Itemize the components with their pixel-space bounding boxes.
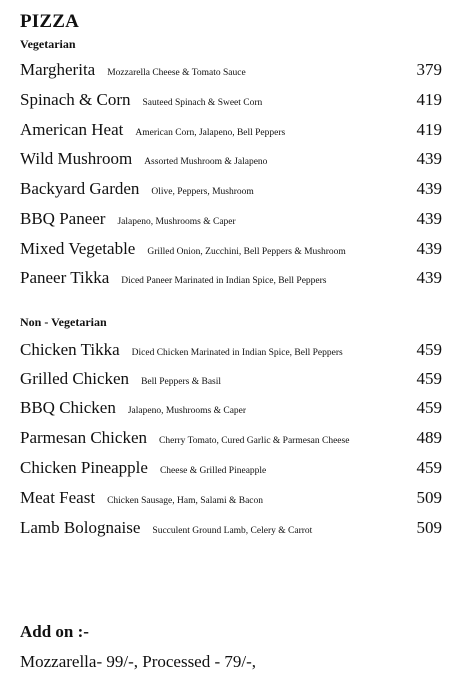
item-price: 459 bbox=[416, 340, 442, 359]
item-description: American Corn, Jalapeno, Bell Peppers bbox=[135, 128, 286, 138]
section-heading-vegetarian: Vegetarian bbox=[20, 37, 76, 51]
menu-item bbox=[20, 518, 442, 544]
item-description: Diced Paneer Marinated in Indian Spice, Bell Peppers bbox=[121, 276, 327, 286]
item-price: 439 bbox=[416, 209, 442, 228]
item-price: 459 bbox=[416, 458, 442, 477]
item-price: 439 bbox=[416, 239, 442, 258]
item-name: Grilled Chicken bbox=[20, 369, 130, 388]
menu-item bbox=[20, 90, 442, 116]
item-price: 419 bbox=[416, 120, 442, 139]
page-title: PIZZA bbox=[20, 11, 80, 32]
item-description: Chicken Sausage, Ham, Salami & Bacon bbox=[107, 496, 264, 506]
item-description: Assorted Mushroom & Jalapeno bbox=[144, 157, 268, 167]
item-description: Jalapeno, Mushrooms & Caper bbox=[127, 406, 247, 416]
menu-item bbox=[20, 239, 442, 265]
addon-line: Mozzarella- 99/-, Processed - 79/-, bbox=[20, 652, 257, 671]
item-name: Backyard Garden bbox=[20, 179, 140, 198]
item-name: American Heat bbox=[20, 120, 124, 139]
item-name: BBQ Chicken bbox=[20, 398, 116, 417]
menu-item bbox=[20, 340, 442, 366]
menu-item bbox=[20, 458, 442, 484]
menu-item bbox=[20, 428, 442, 454]
item-description: Cheese & Grilled Pineapple bbox=[159, 466, 267, 476]
item-name: Lamb Bolognaise bbox=[20, 518, 141, 537]
menu-item bbox=[20, 398, 442, 424]
item-description: Diced Chicken Marinated in Indian Spice, Bell Peppers bbox=[131, 348, 343, 358]
menu-item bbox=[20, 179, 442, 205]
item-name: Wild Mushroom bbox=[20, 149, 133, 168]
item-price: 459 bbox=[416, 398, 442, 417]
item-price: 509 bbox=[416, 518, 442, 537]
menu-item bbox=[20, 209, 442, 235]
menu-item bbox=[20, 149, 442, 175]
item-price: 459 bbox=[416, 369, 442, 388]
section-heading-non-vegetarian: Non - Vegetarian bbox=[20, 315, 107, 329]
item-price: 489 bbox=[416, 428, 442, 447]
item-name: Mixed Vegetable bbox=[20, 239, 136, 258]
item-name: Chicken Pineapple bbox=[20, 458, 148, 477]
menu-item bbox=[20, 60, 442, 86]
item-description: Mozzarella Cheese & Tomato Sauce bbox=[107, 68, 246, 78]
item-description: Cherry Tomato, Cured Garlic & Parmesan Cheese bbox=[159, 436, 350, 446]
item-price: 439 bbox=[416, 179, 442, 198]
item-price: 439 bbox=[416, 149, 442, 168]
menu-item bbox=[20, 369, 442, 395]
item-name: Parmesan Chicken bbox=[20, 428, 147, 447]
item-description: Jalapeno, Mushrooms & Caper bbox=[117, 217, 236, 227]
item-name: BBQ Paneer bbox=[20, 209, 106, 228]
menu-item bbox=[20, 120, 442, 146]
menu-item bbox=[20, 268, 442, 294]
item-description: Sauteed Spinach & Sweet Corn bbox=[142, 98, 263, 108]
item-description: Grilled Onion, Zucchini, Bell Peppers & Mushroom bbox=[147, 247, 346, 257]
item-name: Paneer Tikka bbox=[20, 268, 110, 287]
item-price: 509 bbox=[416, 488, 442, 507]
item-description: Succulent Ground Lamb, Celery & Carrot bbox=[152, 526, 313, 536]
item-description: Bell Peppers & Basil bbox=[141, 377, 222, 387]
item-price: 419 bbox=[416, 90, 442, 109]
item-name: Chicken Tikka bbox=[20, 340, 120, 359]
menu-item bbox=[20, 488, 442, 514]
item-price: 439 bbox=[416, 268, 442, 287]
item-description: Olive, Peppers, Mushroom bbox=[151, 187, 254, 197]
item-name: Spinach & Corn bbox=[20, 90, 131, 109]
item-name: Meat Feast bbox=[20, 488, 96, 507]
item-price: 379 bbox=[416, 60, 442, 79]
item-name: Margherita bbox=[20, 60, 96, 79]
addon-title: Add on :- bbox=[20, 622, 89, 641]
